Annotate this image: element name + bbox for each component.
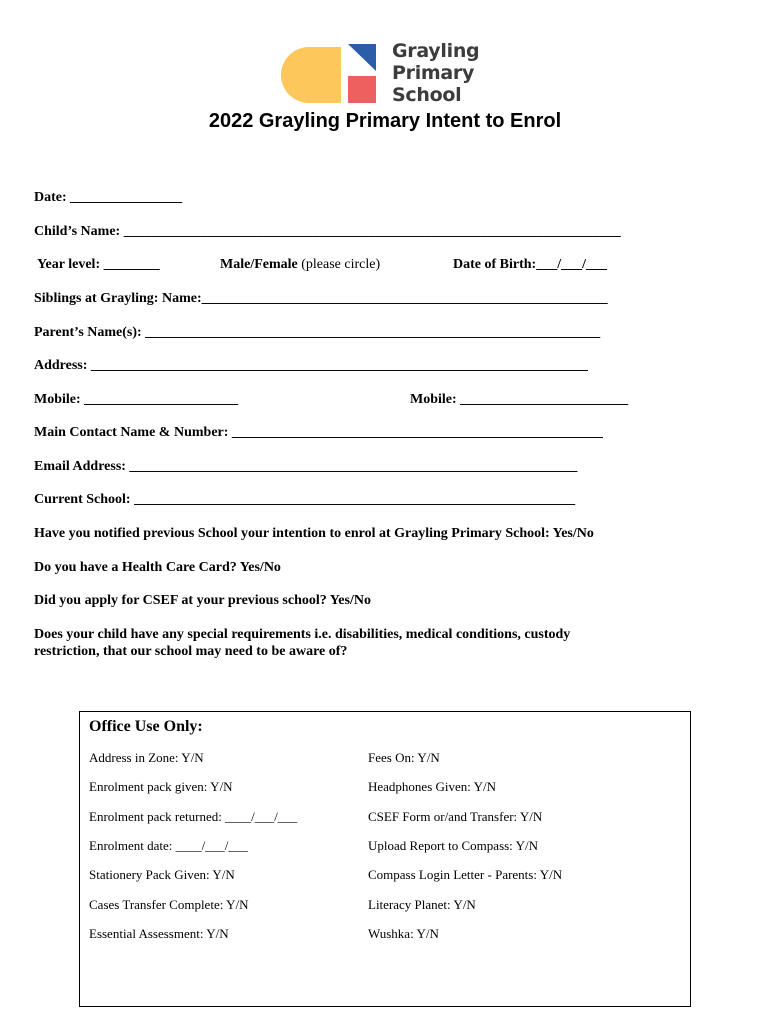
office-title: Office Use Only: xyxy=(89,718,203,735)
parents-field[interactable]: Parent’s Name(s): _________________________________________________________________ xyxy=(34,325,601,340)
page-title: 2022 Grayling Primary Intent to Enrol xyxy=(208,110,562,132)
office-use-box xyxy=(79,711,691,1007)
mobile-field-1[interactable]: Mobile: ______________________ xyxy=(34,392,239,407)
question-notified[interactable]: Have you notified previous School your intention to enrol at Grayling Primary School: Yes/No xyxy=(34,526,594,541)
gender-label: Male/Female xyxy=(220,257,298,272)
office-right-item[interactable]: Upload Report to Compass: Y/N xyxy=(368,838,538,853)
siblings-field[interactable]: Siblings at Grayling: Name:__________________________________________________________ xyxy=(34,291,608,306)
address-field[interactable]: Address: _______________________________________________________________________ xyxy=(34,358,588,373)
office-left-item[interactable]: Cases Transfer Complete: Y/N xyxy=(89,897,249,912)
child-name-field[interactable]: Child’s Name: _______________________________________________________________________ xyxy=(34,224,621,239)
year-level-field[interactable]: Year level: ________ xyxy=(37,257,160,272)
office-left-item[interactable]: Address in Zone: Y/N xyxy=(89,750,204,765)
logo-line-1: Grayling xyxy=(392,40,480,62)
office-right-item[interactable]: Literacy Planet: Y/N xyxy=(368,897,476,912)
mobile-field-2[interactable]: Mobile: ________________________ xyxy=(410,392,629,407)
current-school-field[interactable]: Current School: _______________________________________________________________ xyxy=(34,492,576,507)
logo-line-3: School xyxy=(392,84,462,106)
office-left-item[interactable]: Enrolment date: ____/___/___ xyxy=(89,838,248,853)
date-field[interactable]: Date: ________________ xyxy=(34,190,183,205)
main-contact-field[interactable]: Main Contact Name & Number: _____________________________________________________ xyxy=(34,425,603,440)
office-right-item[interactable]: Fees On: Y/N xyxy=(368,750,440,765)
logo-wordmark xyxy=(392,40,479,106)
office-left-item[interactable]: Enrolment pack returned: ____/___/___ xyxy=(89,809,298,824)
office-right-item[interactable]: CSEF Form or/and Transfer: Y/N xyxy=(368,809,543,824)
question-special-line-2: restriction, that our school may need to be aware of? xyxy=(34,644,348,659)
question-csef[interactable]: Did you apply for CSEF at your previous school? Yes/No xyxy=(34,593,371,608)
logo-line-2: Primary xyxy=(392,62,475,84)
office-left-item[interactable]: Stationery Pack Given: Y/N xyxy=(89,867,235,882)
dob-field[interactable]: Date of Birth:___/___/___ xyxy=(453,257,607,272)
logo-mark-icon xyxy=(279,44,389,106)
office-right-item[interactable]: Compass Login Letter - Parents: Y/N xyxy=(368,867,563,882)
question-special-line-1: Does your child have any special requirements i.e. disabilities, medical conditions, custody xyxy=(34,627,571,642)
office-left-item[interactable]: Enrolment pack given: Y/N xyxy=(89,779,233,794)
email-field[interactable]: Email Address: ________________________________________________________________ xyxy=(34,459,578,474)
office-right-item[interactable]: Headphones Given: Y/N xyxy=(368,779,497,794)
gender-field[interactable] xyxy=(220,257,380,273)
question-health-card[interactable]: Do you have a Health Care Card? Yes/No xyxy=(34,560,281,575)
school-logo xyxy=(279,40,489,106)
gender-note: (please circle) xyxy=(297,257,381,272)
office-right-item[interactable]: Wushka: Y/N xyxy=(368,926,439,941)
office-left-item[interactable]: Essential Assessment: Y/N xyxy=(89,926,229,941)
